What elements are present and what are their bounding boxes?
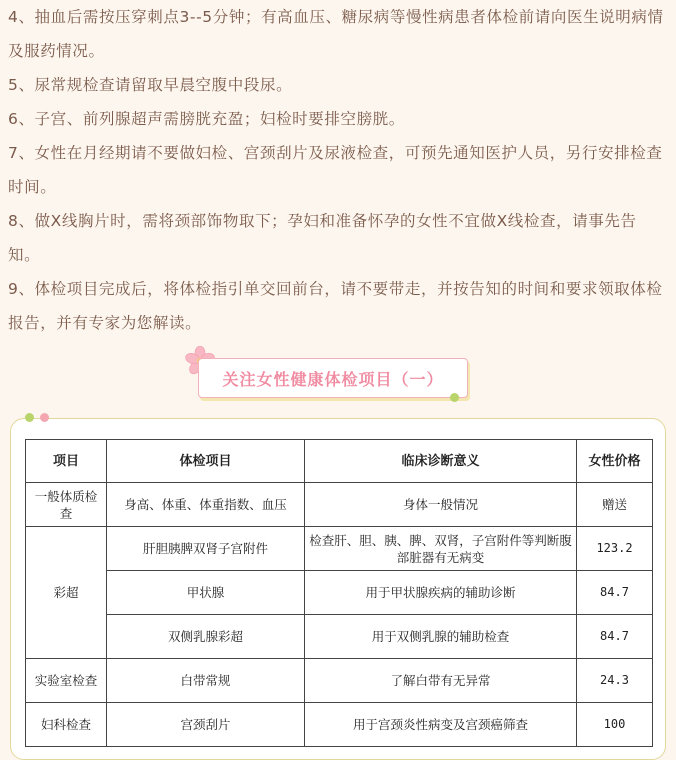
price-cell: 84.7 <box>577 615 653 659</box>
instruction-item: 8、做X线胸片时，需将颈部饰物取下；孕妇和准备怀孕的女性不宜做X线检查，请事先告知。 <box>8 212 637 264</box>
item-cell: 白带常规 <box>107 659 305 703</box>
column-header: 体检项目 <box>107 440 305 483</box>
meaning-cell: 检查肝、胆、胰、脾、双肾，子宫附件等判断腹部脏器有无病变 <box>305 527 577 571</box>
price-cell: 赠送 <box>577 483 653 527</box>
table-row <box>26 571 653 615</box>
item-cell: 甲状腺 <box>107 571 305 615</box>
table-row <box>26 703 653 747</box>
instruction-item: 6、子宫、前列腺超声需膀胱充盈；妇检时要排空膀胱。 <box>8 110 405 128</box>
instruction-item: 4、抽血后需按压穿刺点3--5分钟；有高血压、糖尿病等慢性病患者体检前请向医生说明病情及服药情况。 <box>8 8 664 60</box>
checkup-items-table <box>25 439 653 747</box>
column-header: 临床诊断意义 <box>305 440 577 483</box>
price-cell: 84.7 <box>577 571 653 615</box>
category-cell: 彩超 <box>26 527 107 659</box>
table-header-row <box>26 440 653 483</box>
category-cell: 妇科检查 <box>26 703 107 747</box>
category-cell: 一般体质检查 <box>26 483 107 527</box>
section-title-text: 关注女性健康体检项目（一） <box>222 369 444 389</box>
table-row <box>26 659 653 703</box>
table-row <box>26 527 653 571</box>
instruction-item: 9、体检项目完成后，将体检指引单交回前台，请不要带走，并按告知的时间和要求领取体检报告，并有专家为您解读。 <box>8 280 663 332</box>
item-cell: 身高、体重、体重指数、血压 <box>107 483 305 527</box>
meaning-cell: 用于双侧乳腺的辅助检查 <box>305 615 577 659</box>
section-title <box>198 358 468 398</box>
instructions-list <box>8 0 668 340</box>
price-cell: 123.2 <box>577 527 653 571</box>
price-cell: 100 <box>577 703 653 747</box>
meaning-cell: 用于甲状腺疾病的辅助诊断 <box>305 571 577 615</box>
column-header: 女性价格 <box>577 440 653 483</box>
item-cell: 双侧乳腺彩超 <box>107 615 305 659</box>
table-row <box>26 615 653 659</box>
category-cell: 实验室检查 <box>26 659 107 703</box>
meaning-cell: 了解白带有无异常 <box>305 659 577 703</box>
decorative-dot <box>25 413 34 422</box>
decorative-dot <box>450 393 459 402</box>
instruction-item: 5、尿常规检查请留取早晨空腹中段尿。 <box>8 76 293 94</box>
item-cell: 宫颈刮片 <box>107 703 305 747</box>
meaning-cell: 用于宫颈炎性病变及宫颈癌筛查 <box>305 703 577 747</box>
price-cell: 24.3 <box>577 659 653 703</box>
instruction-item: 7、女性在月经期请不要做妇检、宫颈刮片及尿液检查，可预先通知医护人员，另行安排检查时间。 <box>8 144 663 196</box>
meaning-cell: 身体一般情况 <box>305 483 577 527</box>
item-cell: 肝胆胰脾双肾子宫附件 <box>107 527 305 571</box>
table-row <box>26 483 653 527</box>
column-header: 项目 <box>26 440 107 483</box>
decorative-dot <box>40 413 49 422</box>
